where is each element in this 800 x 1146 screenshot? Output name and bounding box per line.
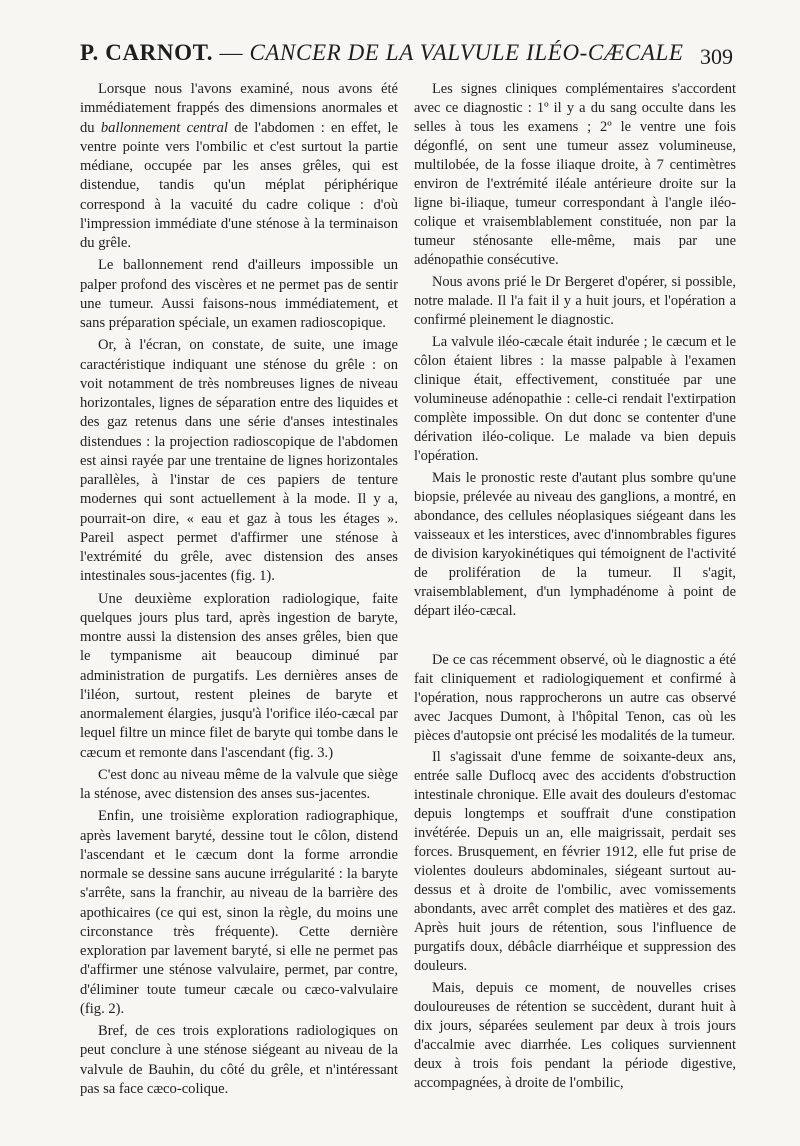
header-title: CANCER DE LA VALVULE ILÉO-CÆCALE xyxy=(249,40,684,65)
paragraph: Nous avons prié le Dr Bergeret d'opérer, si possible, notre malade. Il l'a fait il y a huit jours, et l'opération a confirmé pleinement le diagnostic. xyxy=(414,273,736,328)
paragraph: Mais le pronostic reste d'autant plus sombre qu'une biopsie, prélevée au niveau des ganglions, a montré, en abondance, des cellules néoplasiques siégeant dans les vaisseaux et les interstices, avec d'innombrables figures de division karyokinétiques qui témoignent de l'activité de prolifération de la tumeur. Il s'agit, vraisemblablement, d'un lymphadénome à point de départ iléo-cæcal. xyxy=(414,469,736,619)
running-title xyxy=(80,40,684,66)
paragraph: Le ballonnement rend d'ailleurs impossible un palper profond des viscères et ne permet pas de sentir une tumeur. Aussi faisons-nous immédiatement, et sans préparation spéciale, un examen radioscopique. xyxy=(80,257,398,331)
paragraph: Il s'agissait d'une femme de soixante-deux ans, entrée salle Duflocq avec des accidents d'obstruction intestinale chronique. Elle avait des douleurs d'estomac depuis longtemps et souffrait d'une constipation invétérée. Depuis un an, elle maigrissait, perdait ses forces. Brusquement, en février 1912, elle fut prise de violentes douleurs abdominales, siégeant surtout au-dessus et à droite de l'ombilic, avec vomissements abondants, avec arrêt complet des matières et des gaz. Après huit jours de rétention, sous l'influence de purgatifs doux, débâcle diarrhéique et suppression des douleurs. xyxy=(414,749,736,975)
emphasis-text: ballonnement central xyxy=(100,119,228,136)
paragraph: Mais, depuis ce moment, de nouvelles crises douloureuses de rétention se succèdent, durant huit à dix jours, séparées seulement par deux à trois jours d'accalmie avec diarrhée. Les coliques surviennent deux à trois fois pendant la période digestive, accompagnées, à droite de l'ombilic, xyxy=(414,980,736,1092)
paragraph: La valvule iléo-cæcale était indurée ; le cæcum et le côlon étaient libres : la masse palpable à l'examen clinique était, effectivement, constituée par une volumineuse adénopathie : celle-ci rendait l'extirpation complète impossible. On dut donc se contenter d'une dérivation iléo-colique. Le malade va bien depuis l'opération. xyxy=(414,333,736,464)
paragraph: De ce cas récemment observé, où le diagnostic a été fait cliniquement et radiologiquement et confirmé à l'opération, nous rapprocherons un autre cas observé avec Jacques Dumont, à l'hôpital Tenon, cas où les pièces d'autopsie ont précisé les modalités de la tumeur. xyxy=(414,651,736,744)
paragraph: Or, à l'écran, on constate, de suite, une image caractéristique indiquant une sténose du grêle : on voit notamment de très nombreuses lignes de niveau horizontales, lignes de séparation entre des liquides et des gaz retenus dans une série d'anses intestinales distendues : la projection radioscopique de l'abdomen est ainsi rayée par une trentaine de lignes horizontales parallèles, à l'instar de ces papiers de tenture modernes qui sont actuellement à la mode. Il y a, pourrait-on dire, « eau et gaz à tous les étages ». Pareil aspect permet d'affirmer une sténose à l'extrémité du grêle, avec distension des anses intestinales sous-jacentes (fig. 1). xyxy=(80,337,398,585)
paragraph xyxy=(80,80,398,253)
paragraph-text: de l'abdomen : en effet, le ventre pointe vers l'ombilic et c'est surtout la partie médiane, occupée par les anses grêles, qui est distendue, tandis qu'un méplat périphérique correspond à la vacuité du cadre colique : d'où l'impression immédiate d'une sténose à la terminaison du grêle. xyxy=(80,119,398,251)
paragraph: C'est donc au niveau même de la valvule que siège la sténose, avec distension des anses sus-jacentes. xyxy=(80,766,398,802)
running-header xyxy=(80,40,740,76)
paragraph: Enfin, une troisième exploration radiographique, après lavement baryté, dessine tout le côlon, distend l'ascendant et le cæcum dont la forme arrondie normale se dessine sans aucune irrégularité : la baryte s'arrête, sans la franchir, au niveau de la barrière des apothicaires (ce qui est, sinon la règle, du moins une circonstance très fréquente). Cette dernière exploration par lavement baryté, si elle ne permet pas d'affirmer une sténose valvulaire, permet, par contre, d'éliminer toute tumeur cæcale ou cæco-valvulaire (fig. 2). xyxy=(80,808,398,1017)
paragraph: Une deuxième exploration radiologique, faite quelques jours plus tard, après ingestion de baryte, montre aussi la distension des anses grêles, bien que le tympanisme ait beaucoup diminué par administration de purgatifs. Les dernières anses de l'iléon, surtout, restent pleines de baryte et anormalement élargies, jusqu'à l'orifice iléo-cæcal par lequel filtre un mince filet de baryte qui tombe dans le cæcum et remonte dans l'ascendant (fig. 3.) xyxy=(80,590,398,761)
page-number: 309 xyxy=(700,44,733,69)
paragraph: Bref, de ces trois explorations radiologiques on peut conclure à une sténose siégeant au niveau de la valvule de Bauhin, du côté du grêle, et n'intéressant pas sa face cæco-colique. xyxy=(80,1023,398,1097)
left-column xyxy=(80,80,398,1102)
paragraph: Les signes cliniques complémentaires s'accordent avec ce diagnostic : 1º il y a du sang occulte dans les selles à tous les examens ; 2º le ventre une fois dégonflé, on sent une tumeur assez volumineuse, multilobée, de la fosse iliaque droite, à 7 centimètres environ de l'extrémité iléale antérieure droite sur la ligne bi-iliaque, tumeur correspondant à l'angle iléo-colique et vraisemblablement constituée, non par la tumeur sténosante elle-même, mais par une adénopathie consécutive. xyxy=(414,81,736,268)
header-author: P. CARNOT. xyxy=(80,40,214,65)
right-column xyxy=(414,80,736,1096)
header-separator: — xyxy=(213,40,250,65)
paragraph-text: Lorsque nous l'avons examiné, nous avons été immédiatement frappés des dimensions anormales et du xyxy=(80,81,398,136)
